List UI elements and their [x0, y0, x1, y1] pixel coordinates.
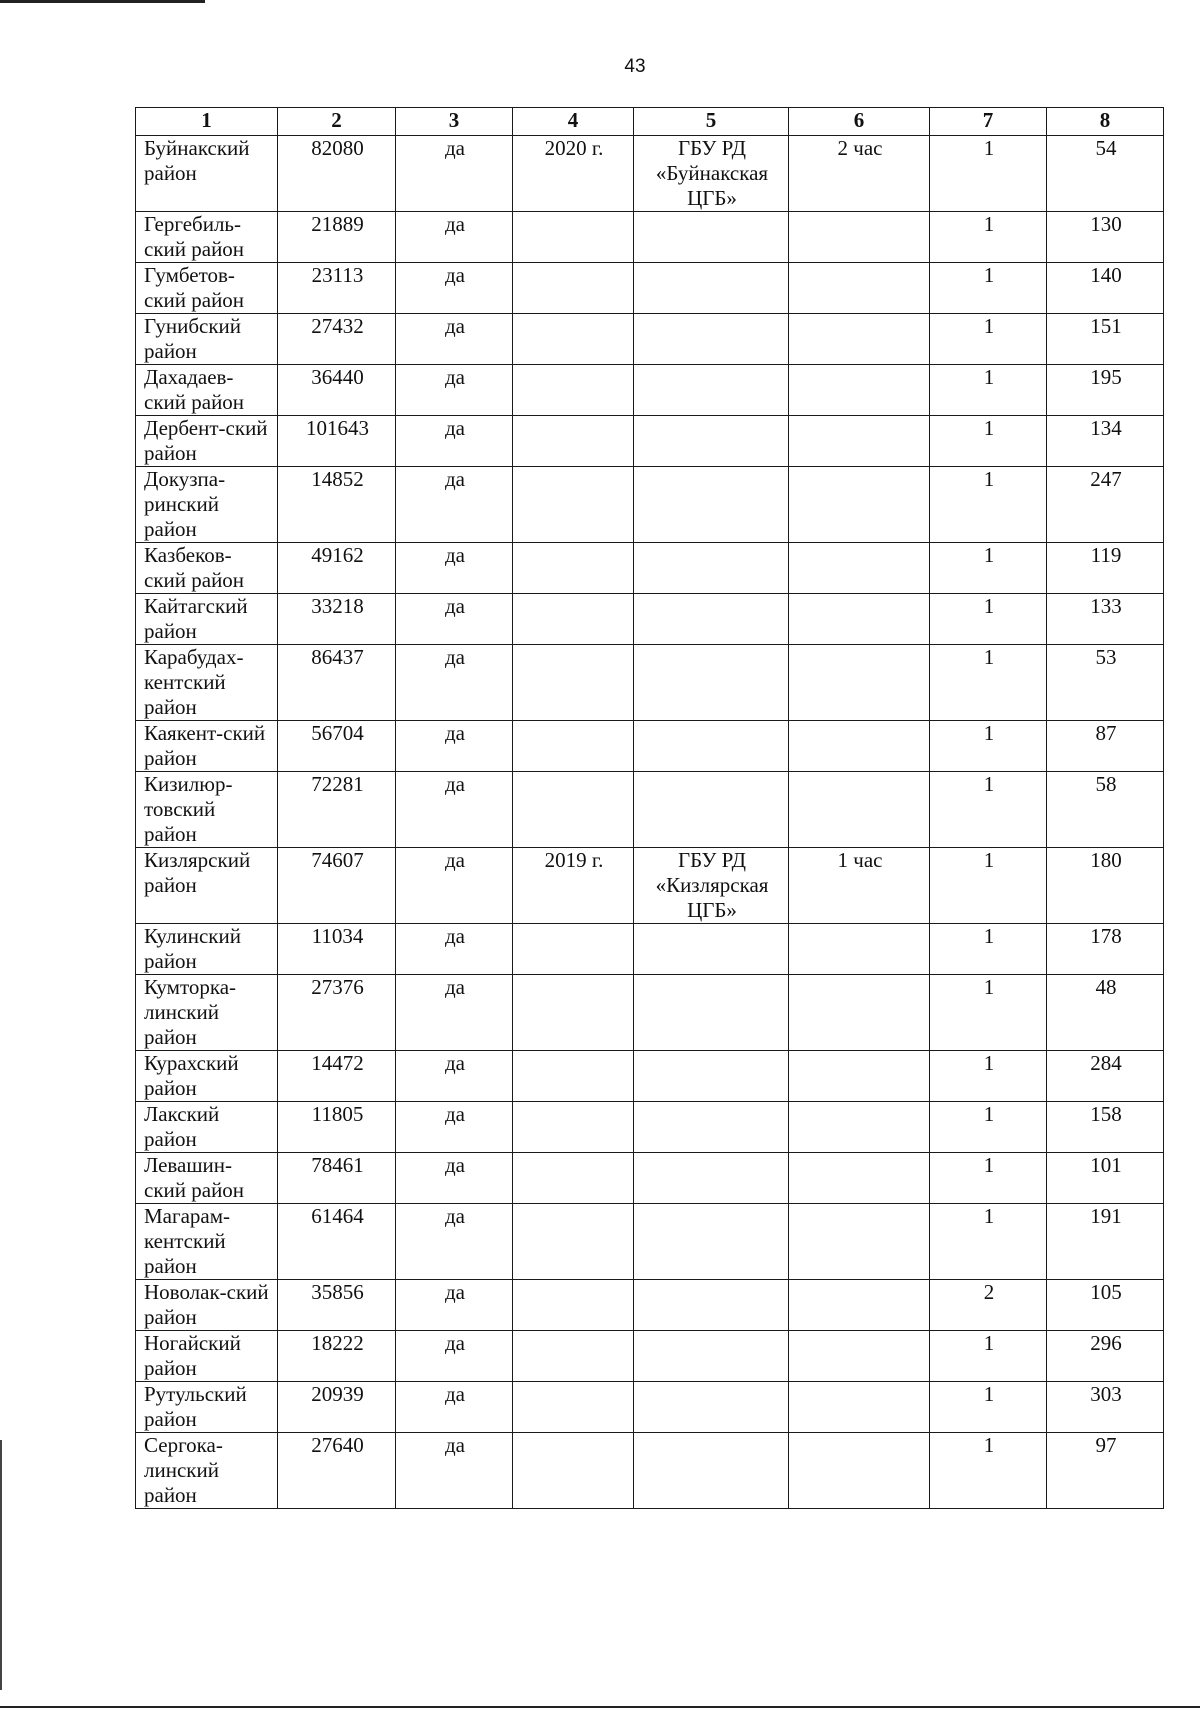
- travel-time-cell: [789, 1280, 930, 1331]
- table-body: [136, 136, 1164, 1509]
- distance-cell: 48: [1047, 975, 1164, 1051]
- organization-cell: [634, 1280, 789, 1331]
- district-name-cell: Магарам-кентский район: [136, 1204, 278, 1280]
- year-cell: [513, 263, 634, 314]
- travel-time-cell: [789, 467, 930, 543]
- organization-cell: [634, 645, 789, 721]
- organization-cell: [634, 1204, 789, 1280]
- distance-cell: 296: [1047, 1331, 1164, 1382]
- travel-time-cell: [789, 1433, 930, 1509]
- availability-cell: да: [396, 1433, 513, 1509]
- count-cell: 1: [930, 1102, 1047, 1153]
- table-row: [136, 975, 1164, 1051]
- travel-time-cell: [789, 721, 930, 772]
- population-cell: 36440: [278, 365, 396, 416]
- count-cell: 1: [930, 1204, 1047, 1280]
- population-cell: 49162: [278, 543, 396, 594]
- population-cell: 14472: [278, 1051, 396, 1102]
- table-row: [136, 645, 1164, 721]
- count-cell: 1: [930, 1051, 1047, 1102]
- distance-cell: 53: [1047, 645, 1164, 721]
- year-cell: [513, 365, 634, 416]
- availability-cell: да: [396, 263, 513, 314]
- district-name-cell: Казбеков-ский район: [136, 543, 278, 594]
- table-row: [136, 772, 1164, 848]
- organization-cell: [634, 416, 789, 467]
- travel-time-cell: 1 час: [789, 848, 930, 924]
- header-cell: 5: [634, 108, 789, 136]
- table-row: [136, 416, 1164, 467]
- travel-time-cell: [789, 1153, 930, 1204]
- year-cell: [513, 594, 634, 645]
- availability-cell: да: [396, 467, 513, 543]
- availability-cell: да: [396, 314, 513, 365]
- district-name-cell: Дахадаев-ский район: [136, 365, 278, 416]
- table-row: [136, 924, 1164, 975]
- year-cell: [513, 1433, 634, 1509]
- distance-cell: 133: [1047, 594, 1164, 645]
- year-cell: [513, 1280, 634, 1331]
- population-cell: 35856: [278, 1280, 396, 1331]
- availability-cell: да: [396, 1153, 513, 1204]
- distance-cell: 195: [1047, 365, 1164, 416]
- district-name-cell: Ногайский район: [136, 1331, 278, 1382]
- page-number: 43: [624, 56, 646, 77]
- count-cell: 1: [930, 1331, 1047, 1382]
- year-cell: [513, 721, 634, 772]
- year-cell: [513, 467, 634, 543]
- table-row: [136, 848, 1164, 924]
- organization-cell: ГБУ РД «Буйнакская ЦГБ»: [634, 136, 789, 212]
- year-cell: [513, 975, 634, 1051]
- district-name-cell: Гумбетов-ский район: [136, 263, 278, 314]
- table-row: [136, 467, 1164, 543]
- district-name-cell: Кизлярский район: [136, 848, 278, 924]
- district-name-cell: Докузпа-ринский район: [136, 467, 278, 543]
- table-row: [136, 365, 1164, 416]
- district-name-cell: Гергебиль-ский район: [136, 212, 278, 263]
- year-cell: [513, 212, 634, 263]
- table-row: [136, 1382, 1164, 1433]
- year-cell: [513, 1102, 634, 1153]
- availability-cell: да: [396, 1102, 513, 1153]
- population-cell: 86437: [278, 645, 396, 721]
- population-cell: 56704: [278, 721, 396, 772]
- availability-cell: да: [396, 543, 513, 594]
- table-row: [136, 594, 1164, 645]
- distance-cell: 101: [1047, 1153, 1164, 1204]
- organization-cell: [634, 924, 789, 975]
- availability-cell: да: [396, 136, 513, 212]
- travel-time-cell: [789, 212, 930, 263]
- organization-cell: [634, 594, 789, 645]
- table-row: [136, 721, 1164, 772]
- population-cell: 101643: [278, 416, 396, 467]
- count-cell: 1: [930, 1153, 1047, 1204]
- table-row: [136, 1280, 1164, 1331]
- year-cell: [513, 772, 634, 848]
- year-cell: [513, 924, 634, 975]
- travel-time-cell: [789, 263, 930, 314]
- population-cell: 21889: [278, 212, 396, 263]
- travel-time-cell: [789, 1051, 930, 1102]
- header-row: [136, 108, 1164, 136]
- distance-cell: 284: [1047, 1051, 1164, 1102]
- distance-cell: 247: [1047, 467, 1164, 543]
- availability-cell: да: [396, 1331, 513, 1382]
- header-cell: 4: [513, 108, 634, 136]
- count-cell: 1: [930, 1433, 1047, 1509]
- organization-cell: [634, 1153, 789, 1204]
- year-cell: [513, 1204, 634, 1280]
- distance-cell: 158: [1047, 1102, 1164, 1153]
- organization-cell: [634, 1102, 789, 1153]
- distance-cell: 140: [1047, 263, 1164, 314]
- travel-time-cell: [789, 543, 930, 594]
- header-cell: 2: [278, 108, 396, 136]
- population-cell: 14852: [278, 467, 396, 543]
- table-row: [136, 212, 1164, 263]
- availability-cell: да: [396, 1382, 513, 1433]
- count-cell: 2: [930, 1280, 1047, 1331]
- distance-cell: 54: [1047, 136, 1164, 212]
- district-name-cell: Сергока-линский район: [136, 1433, 278, 1509]
- scan-edge-left: [0, 1440, 2, 1690]
- district-name-cell: Левашин-ский район: [136, 1153, 278, 1204]
- population-cell: 33218: [278, 594, 396, 645]
- district-name-cell: Буйнакский район: [136, 136, 278, 212]
- district-name-cell: Кайтагский район: [136, 594, 278, 645]
- population-cell: 11805: [278, 1102, 396, 1153]
- table-row: [136, 314, 1164, 365]
- travel-time-cell: [789, 365, 930, 416]
- organization-cell: [634, 543, 789, 594]
- distance-cell: 119: [1047, 543, 1164, 594]
- distance-cell: 97: [1047, 1433, 1164, 1509]
- count-cell: 1: [930, 136, 1047, 212]
- availability-cell: да: [396, 1204, 513, 1280]
- district-name-cell: Новолак-ский район: [136, 1280, 278, 1331]
- year-cell: [513, 314, 634, 365]
- organization-cell: [634, 1051, 789, 1102]
- distance-cell: 151: [1047, 314, 1164, 365]
- count-cell: 1: [930, 924, 1047, 975]
- organization-cell: [634, 975, 789, 1051]
- header-cell: 3: [396, 108, 513, 136]
- travel-time-cell: [789, 314, 930, 365]
- count-cell: 1: [930, 645, 1047, 721]
- organization-cell: [634, 1331, 789, 1382]
- travel-time-cell: [789, 924, 930, 975]
- year-cell: [513, 1153, 634, 1204]
- count-cell: 1: [930, 416, 1047, 467]
- header-cell: 1: [136, 108, 278, 136]
- population-cell: 27640: [278, 1433, 396, 1509]
- population-cell: 18222: [278, 1331, 396, 1382]
- count-cell: 1: [930, 212, 1047, 263]
- availability-cell: да: [396, 848, 513, 924]
- table-row: [136, 1204, 1164, 1280]
- organization-cell: [634, 1433, 789, 1509]
- distance-cell: 58: [1047, 772, 1164, 848]
- travel-time-cell: [789, 1102, 930, 1153]
- district-name-cell: Карабудах-кентский район: [136, 645, 278, 721]
- population-cell: 74607: [278, 848, 396, 924]
- header-cell: 6: [789, 108, 930, 136]
- organization-cell: [634, 314, 789, 365]
- travel-time-cell: [789, 1204, 930, 1280]
- count-cell: 1: [930, 772, 1047, 848]
- count-cell: 1: [930, 467, 1047, 543]
- availability-cell: да: [396, 645, 513, 721]
- distance-cell: 105: [1047, 1280, 1164, 1331]
- travel-time-cell: [789, 416, 930, 467]
- availability-cell: да: [396, 721, 513, 772]
- district-table: [135, 107, 1164, 1509]
- count-cell: 1: [930, 721, 1047, 772]
- organization-cell: [634, 467, 789, 543]
- count-cell: 1: [930, 543, 1047, 594]
- year-cell: [513, 645, 634, 721]
- population-cell: 61464: [278, 1204, 396, 1280]
- count-cell: 1: [930, 848, 1047, 924]
- year-cell: [513, 1382, 634, 1433]
- table-row: [136, 1153, 1164, 1204]
- table-row: [136, 1051, 1164, 1102]
- year-cell: [513, 1331, 634, 1382]
- table-row: [136, 263, 1164, 314]
- year-cell: [513, 1051, 634, 1102]
- count-cell: 1: [930, 594, 1047, 645]
- organization-cell: [634, 263, 789, 314]
- district-name-cell: Рутульский район: [136, 1382, 278, 1433]
- district-name-cell: Дербент-ский район: [136, 416, 278, 467]
- availability-cell: да: [396, 975, 513, 1051]
- organization-cell: [634, 365, 789, 416]
- availability-cell: да: [396, 924, 513, 975]
- year-cell: 2020 г.: [513, 136, 634, 212]
- population-cell: 78461: [278, 1153, 396, 1204]
- availability-cell: да: [396, 1280, 513, 1331]
- table-row: [136, 543, 1164, 594]
- availability-cell: да: [396, 416, 513, 467]
- district-name-cell: Кумторка-линский район: [136, 975, 278, 1051]
- table-row: [136, 136, 1164, 212]
- year-cell: 2019 г.: [513, 848, 634, 924]
- table-row: [136, 1102, 1164, 1153]
- population-cell: 11034: [278, 924, 396, 975]
- population-cell: 27376: [278, 975, 396, 1051]
- travel-time-cell: [789, 975, 930, 1051]
- distance-cell: 180: [1047, 848, 1164, 924]
- distance-cell: 303: [1047, 1382, 1164, 1433]
- travel-time-cell: [789, 645, 930, 721]
- availability-cell: да: [396, 772, 513, 848]
- population-cell: 72281: [278, 772, 396, 848]
- availability-cell: да: [396, 1051, 513, 1102]
- count-cell: 1: [930, 1382, 1047, 1433]
- population-cell: 20939: [278, 1382, 396, 1433]
- count-cell: 1: [930, 365, 1047, 416]
- availability-cell: да: [396, 594, 513, 645]
- distance-cell: 178: [1047, 924, 1164, 975]
- header-cell: 8: [1047, 108, 1164, 136]
- organization-cell: ГБУ РД «Кизлярская ЦГБ»: [634, 848, 789, 924]
- scan-edge-top: [0, 0, 205, 3]
- travel-time-cell: [789, 772, 930, 848]
- district-name-cell: Гунибский район: [136, 314, 278, 365]
- travel-time-cell: [789, 1382, 930, 1433]
- year-cell: [513, 416, 634, 467]
- district-name-cell: Кулинский район: [136, 924, 278, 975]
- table-row: [136, 1433, 1164, 1509]
- distance-cell: 134: [1047, 416, 1164, 467]
- header-cell: 7: [930, 108, 1047, 136]
- count-cell: 1: [930, 314, 1047, 365]
- distance-cell: 130: [1047, 212, 1164, 263]
- count-cell: 1: [930, 975, 1047, 1051]
- organization-cell: [634, 721, 789, 772]
- district-name-cell: Лакский район: [136, 1102, 278, 1153]
- population-cell: 82080: [278, 136, 396, 212]
- organization-cell: [634, 212, 789, 263]
- organization-cell: [634, 772, 789, 848]
- travel-time-cell: 2 час: [789, 136, 930, 212]
- distance-cell: 87: [1047, 721, 1164, 772]
- population-cell: 27432: [278, 314, 396, 365]
- distance-cell: 191: [1047, 1204, 1164, 1280]
- organization-cell: [634, 1382, 789, 1433]
- district-name-cell: Курахский район: [136, 1051, 278, 1102]
- availability-cell: да: [396, 212, 513, 263]
- population-cell: 23113: [278, 263, 396, 314]
- count-cell: 1: [930, 263, 1047, 314]
- table-header: [136, 108, 1164, 136]
- table-row: [136, 1331, 1164, 1382]
- district-name-cell: Каякент-ский район: [136, 721, 278, 772]
- travel-time-cell: [789, 594, 930, 645]
- district-name-cell: Кизилюр-товский район: [136, 772, 278, 848]
- year-cell: [513, 543, 634, 594]
- availability-cell: да: [396, 365, 513, 416]
- scan-edge-bottom: [0, 1706, 1200, 1708]
- travel-time-cell: [789, 1331, 930, 1382]
